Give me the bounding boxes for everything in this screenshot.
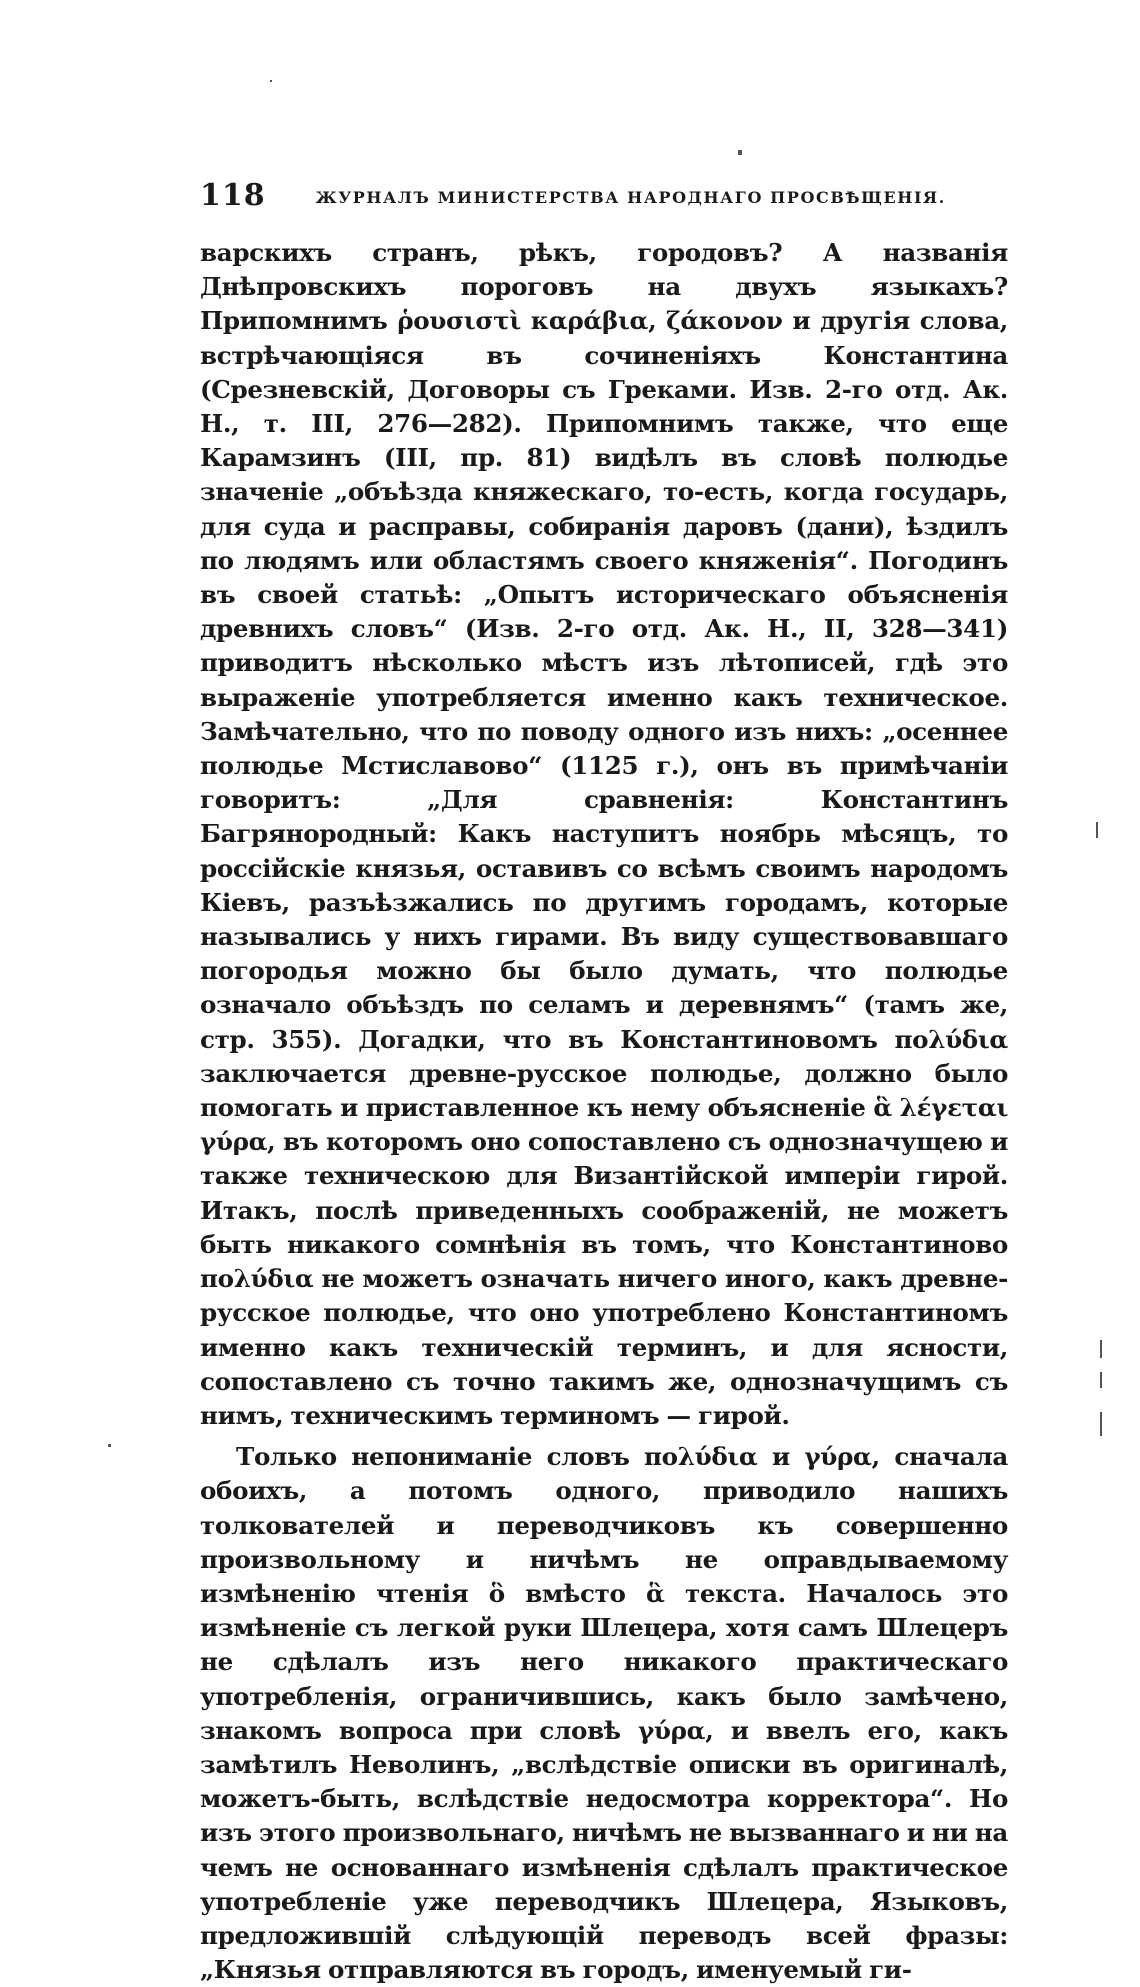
margin-mark <box>1100 1412 1102 1436</box>
page-header <box>200 178 1000 212</box>
margin-mark <box>1100 1372 1102 1388</box>
margin-mark <box>1096 822 1098 838</box>
margin-mark <box>1100 1340 1102 1358</box>
running-title: ЖУРНАЛЪ МИНИСТЕРСТВА НАРОДНАГО ПРОСВѢЩЕНІЯ. <box>315 188 946 207</box>
body-text <box>200 236 1008 1987</box>
paragraph-1: варскихъ странъ, рѣкъ, городовъ? А названія Днѣпровскихъ пороговъ на двухъ языкахъ? Припомнимъ ῥουσιστὶ καράβια, ζάκονον и другія слова, встрѣчающіяся въ сочиненіяхъ Константина (Срезневскій, Договоры съ Греками. Изв. 2-го отд. Ак. Н., т. III, 276—282). Припомнимъ также, что еще Карамзинъ (III, пр. 81) видѣлъ въ словѣ полюдье значеніе „объѣзда княжескаго, то-есть, когда государь, для суда и расправы, собиранія даровъ (дани), ѣздилъ по людямъ или областямъ своего княженія“. Погодинъ въ своей статьѣ: „Опытъ историческаго объясненія древнихъ словъ“ (Изв. 2-го отд. Ак. Н., II, 328—341) приводитъ нѣсколько мѣстъ изъ лѣтописей, гдѣ это выраженіе употребляется именно какъ техническое. Замѣчательно, что по поводу одного изъ нихъ: „осеннее полюдье Мстиславово“ (1125 г.), онъ въ примѣчаніи говоритъ: „Для сравненія: Константинъ Багрянородный: Какъ наступитъ ноябрь мѣсяцъ, то россійскіе князья, оставивъ со всѣмъ своимъ народомъ Кіевъ, разъѣзжались по другимъ городамъ, которые назывались у нихъ гирами. Въ виду существовавшаго погородья можно бы было думать, что полюдье означало объѣздъ по селамъ и деревнямъ“ (тамъ же, стр. 355). Догадки, что въ Константиновомъ πολύδια заключается древне-русское полюдье, должно было помогать и приставленное къ нему объясненіе ἃ λέγεται γύρα, въ которомъ оно сопоставлено съ однозначущею и также техническою для Византійской имперіи гирой. Итакъ, послѣ приведенныхъ соображеній, не можетъ быть никакого сомнѣнія въ томъ, что Константиново πολύδια не можетъ означать ничего иного, какъ древне-русское полюдье, что оно употреблено Константиномъ именно какъ техническій терминъ, и для ясности, сопоставлено съ точно такимъ же, однозначущимъ съ нимъ, техническимъ терминомъ — гирой. <box>200 238 1008 1430</box>
scan-dot <box>270 80 272 82</box>
scan-dot <box>738 150 742 155</box>
paragraph-2: Только непониманіе словъ πολύδια и γύρα, сначала обоихъ, а потомъ одного, приводило нашихъ толкователей и переводчиковъ къ совершенно произвольному и ничѣмъ не оправдываемому измѣненію чтенія ὃ вмѣсто ἃ текста. Началось это измѣненіе съ легкой руки Шлецера, хотя самъ Шлецеръ не сдѣлалъ изъ него никакого практическаго употребленія, ограничившись, какъ было замѣчено, знакомъ вопроса при словѣ γύρα, и ввелъ его, какъ замѣтилъ Неволинъ, „вслѣдствіе описки въ оригиналѣ, можетъ-быть, вслѣдствіе недосмотра корректора“. Но изъ этого произвольнаго, ничѣмъ не вызваннаго и ни на чемъ не основаннаго измѣненія сдѣлалъ практическое употребленіе уже переводчикъ Шлецера, Языковъ, предложившій слѣдующій переводъ всей фразы: „Князья отправляются въ городъ, именуемый ги- <box>200 1442 1008 1985</box>
page-number: 118 <box>200 178 266 213</box>
scan-dot <box>108 1444 111 1447</box>
